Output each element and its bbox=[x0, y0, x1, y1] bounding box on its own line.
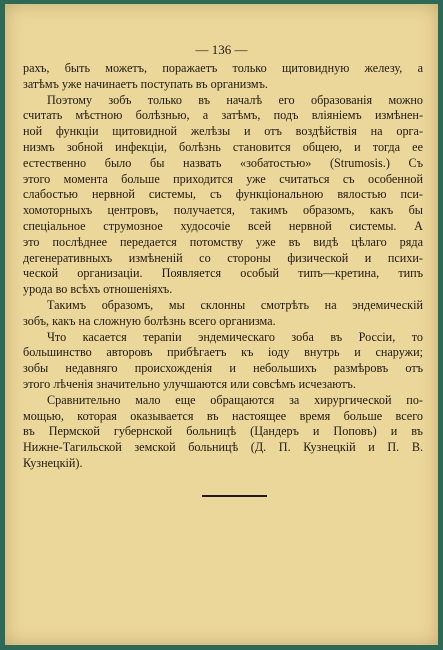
text-line: дегенеративныхъ измѣненій со стороны физической и психи- bbox=[23, 250, 423, 265]
text-line: зобы недавняго происхожденія и небольшихъ размѣровъ отъ bbox=[23, 361, 423, 376]
text-line: Что касается терапіи эндемическаго зоба въ Россіи, то bbox=[47, 329, 423, 344]
text-line: ной функціи щитовидной желѣзы и отъ воздѣйствія на орга- bbox=[23, 124, 423, 139]
text-line: ческой организаціи. Появляется особый типъ—кретина, типъ bbox=[23, 266, 423, 281]
text-line: затѣмъ уже начинаетъ поступать въ организмъ. bbox=[23, 76, 268, 91]
text-line: Нижне-Тагильской земской больницѣ (Д. П. Кузнецкій и П. В. bbox=[23, 440, 423, 455]
text-line: естественно было бы назвать «зобатостью» (Strumosis.) Съ bbox=[23, 155, 423, 170]
text-line: зобъ, какъ на сложную болѣзнь всего организма. bbox=[23, 313, 276, 328]
text-line: хомоторныхъ центровъ, получается, такимъ образомъ, какъ бы bbox=[23, 203, 423, 218]
book-page bbox=[5, 4, 438, 645]
text-line: низмъ зобной инфекціи, болѣзнь становится общею, и тогда ее bbox=[23, 139, 423, 154]
text-line: урода во всѣхъ отношеніяхъ. bbox=[23, 282, 173, 297]
text-line: считать мѣстною болѣзнью, а затѣмъ, подъ вліяніемъ измѣнен- bbox=[23, 108, 423, 123]
text-line: Поэтому зобъ только въ началѣ его образованія можно bbox=[47, 92, 423, 107]
body-text bbox=[23, 61, 423, 472]
section-divider bbox=[202, 495, 267, 497]
text-line: мощью, которая оказывается въ настоящее время больше всего bbox=[23, 408, 423, 423]
text-line: спеціальное струмозное худосочіе всей нервной системы. А bbox=[23, 218, 423, 233]
text-line: въ Пермской губернской больницѣ (Цандеръ и Поповъ) и въ bbox=[23, 424, 423, 439]
text-line: рахъ, быть можетъ, поражаетъ только щитовидную железу, а bbox=[23, 61, 423, 75]
text-line: Кузнецкій). bbox=[23, 455, 83, 470]
page-number: — 136 — bbox=[195, 42, 248, 57]
text-line: большинство авторовъ прибѣгаетъ къ іоду внутрь и снаружи; bbox=[23, 345, 423, 360]
text-line: этого момента больше приходится уже считаться съ особенной bbox=[23, 171, 423, 186]
text-line: Такимъ образомъ, мы склонны смотрѣть на эндемическій bbox=[47, 297, 423, 312]
text-line: Сравнительно мало еще обращаются за хирургической по- bbox=[47, 392, 423, 407]
text-line: это послѣднее передается потомству уже въ видѣ цѣлаго ряда bbox=[23, 234, 423, 249]
text-line: слабостью нервной системы, съ функціональною вялостью пси- bbox=[23, 187, 423, 202]
text-line: этого лѣченія значительно улучшаются или совсѣмъ исчезаютъ. bbox=[23, 376, 356, 391]
